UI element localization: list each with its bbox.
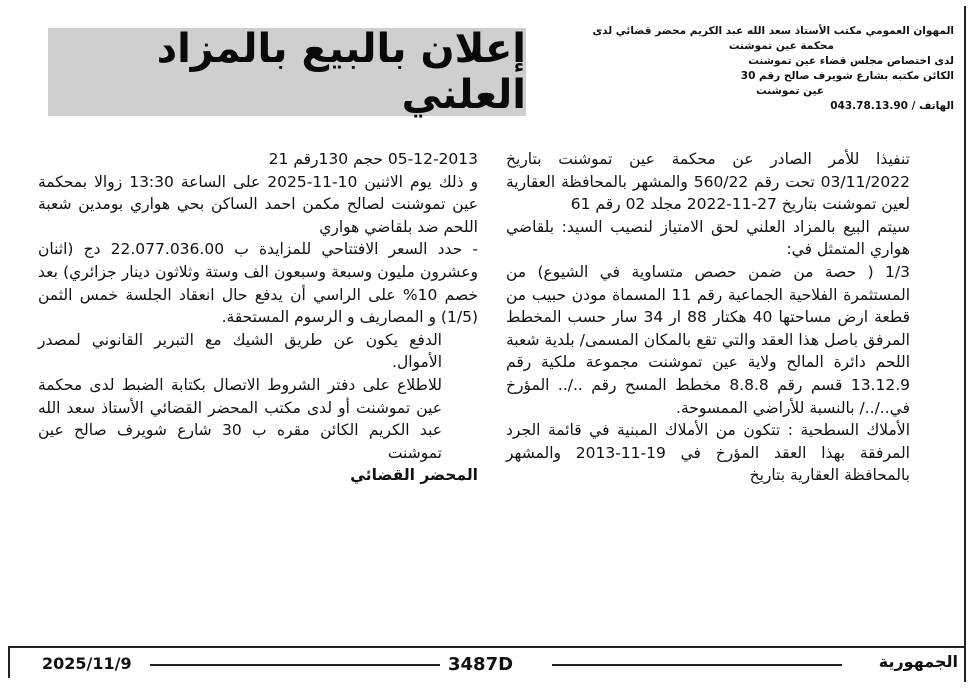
footer-rule [150, 664, 440, 666]
footer-divider [8, 648, 10, 678]
footer-date: 2025/11/9 [42, 654, 132, 673]
footer-rule [552, 664, 842, 666]
paragraph: - حدد السعر الافتتاحي للمزايدة ب 22.077.036.00 دج (اثنان وعشرون مليون وسبعة وسبعون الف وستة وثلاثون دينار جزائري) بعد خصم 10% على الراسي أن يدفع حال انعقاد الجلسة خمس الثمن (1/5) و المصاريف و الرسوم المستحقة. [38, 240, 479, 327]
announcement-title-banner [48, 28, 526, 116]
paragraph: الأملاك السطحية : تتكون من الأملاك المبنية في قائمة الجرد المرفقة بهذا العقد المؤرخ في 19-11-2013 والمشهر بالمحافظة العقارية بتاريخ [506, 421, 910, 485]
bailiff-line: عين تموشنت [756, 85, 824, 97]
paragraph: تنفيذا للأمر الصادر عن محكمة عين تموشنت بتاريخ 03/11/2022 تحت رقم 560/22 والمشهر بالمحافظة العقارية لعين تموشنت بتاريخ 27-11-2022 مجلد 02 رقم 61 [506, 150, 910, 214]
paragraph: 05-12-2013 حجم 130رقم 21 [268, 150, 478, 168]
newspaper-page [8, 6, 966, 682]
page-footer [8, 646, 964, 684]
signature: المحضر القضائي [350, 466, 478, 485]
paragraph: سيتم البيع بالمزاد العلني لحق الامتياز لنصيب السيد: بلقاضي هواري المتمثل في: [506, 217, 910, 259]
right-column [506, 148, 946, 487]
paragraph: للاطلاع على دفتر الشروط الاتصال بكتابة الضبط لدى محكمة عين تموشنت أو لدى مكتب المحضر القضائي الأستاذ سعد الله عبد الكريم الكائن مقره ب 30 شارع شويرف صالح عين تموشنت [38, 375, 442, 462]
newspaper-name: الجمهورية [878, 652, 958, 671]
bailiff-line: لدى اختصاص مجلس قضاء عين تموشنت [748, 55, 954, 67]
paragraph: 1/3 ( حصة من ضمن حصص متساوية في الشيوع) من المستثمرة الفلاحية الجماعية رقم 11 المسماة مودن حبيب من قطعة ارض مساحتها 40 هكتار 88 ار 34 سار حسب المخطط المرفق باصل هذا العقد والتي تقع بالمكان المسمى/ بلدية شعبة اللحم دائرة المالح ولاية عين تموشنت مجموعة ملكية رقم 13.12.9 قسم رقم 8.8.8 مخطط المسح رقم ../.. المؤرخ في../../ بالنسبة للأراضي الممسوحة. [506, 262, 911, 417]
paragraph: و ذلك يوم الاثنين 10-11-2025 على الساعة 13:30 زوالا بمحكمة عين تموشنت لصالح مكمن احمد الساكن بحي هواري بومدين شعبة اللحم ضد بلقاضي هواري [38, 172, 479, 236]
paragraph: الدفع يكون عن طريق الشيك مع التبرير القانوني لمصدر الأموال. [38, 330, 442, 372]
left-column [38, 148, 478, 487]
bailiff-line: محكمة عين تموشنت [728, 40, 834, 52]
bailiff-info [538, 24, 954, 144]
announcement-title: إعلان بالبيع بالمزاد العلني [156, 26, 526, 118]
footer-issue-number: 3487D [448, 654, 514, 675]
bailiff-line: الكائن مكتبه بشارع شويرف صالح رقم 30 [740, 70, 954, 82]
bailiff-phone: الهاتف / 043.78.13.90 [830, 100, 954, 112]
bailiff-line: المهوان العمومي مكتب الأستاذ سعد الله عبد الكريم محضر قضائي لدى [592, 25, 954, 37]
